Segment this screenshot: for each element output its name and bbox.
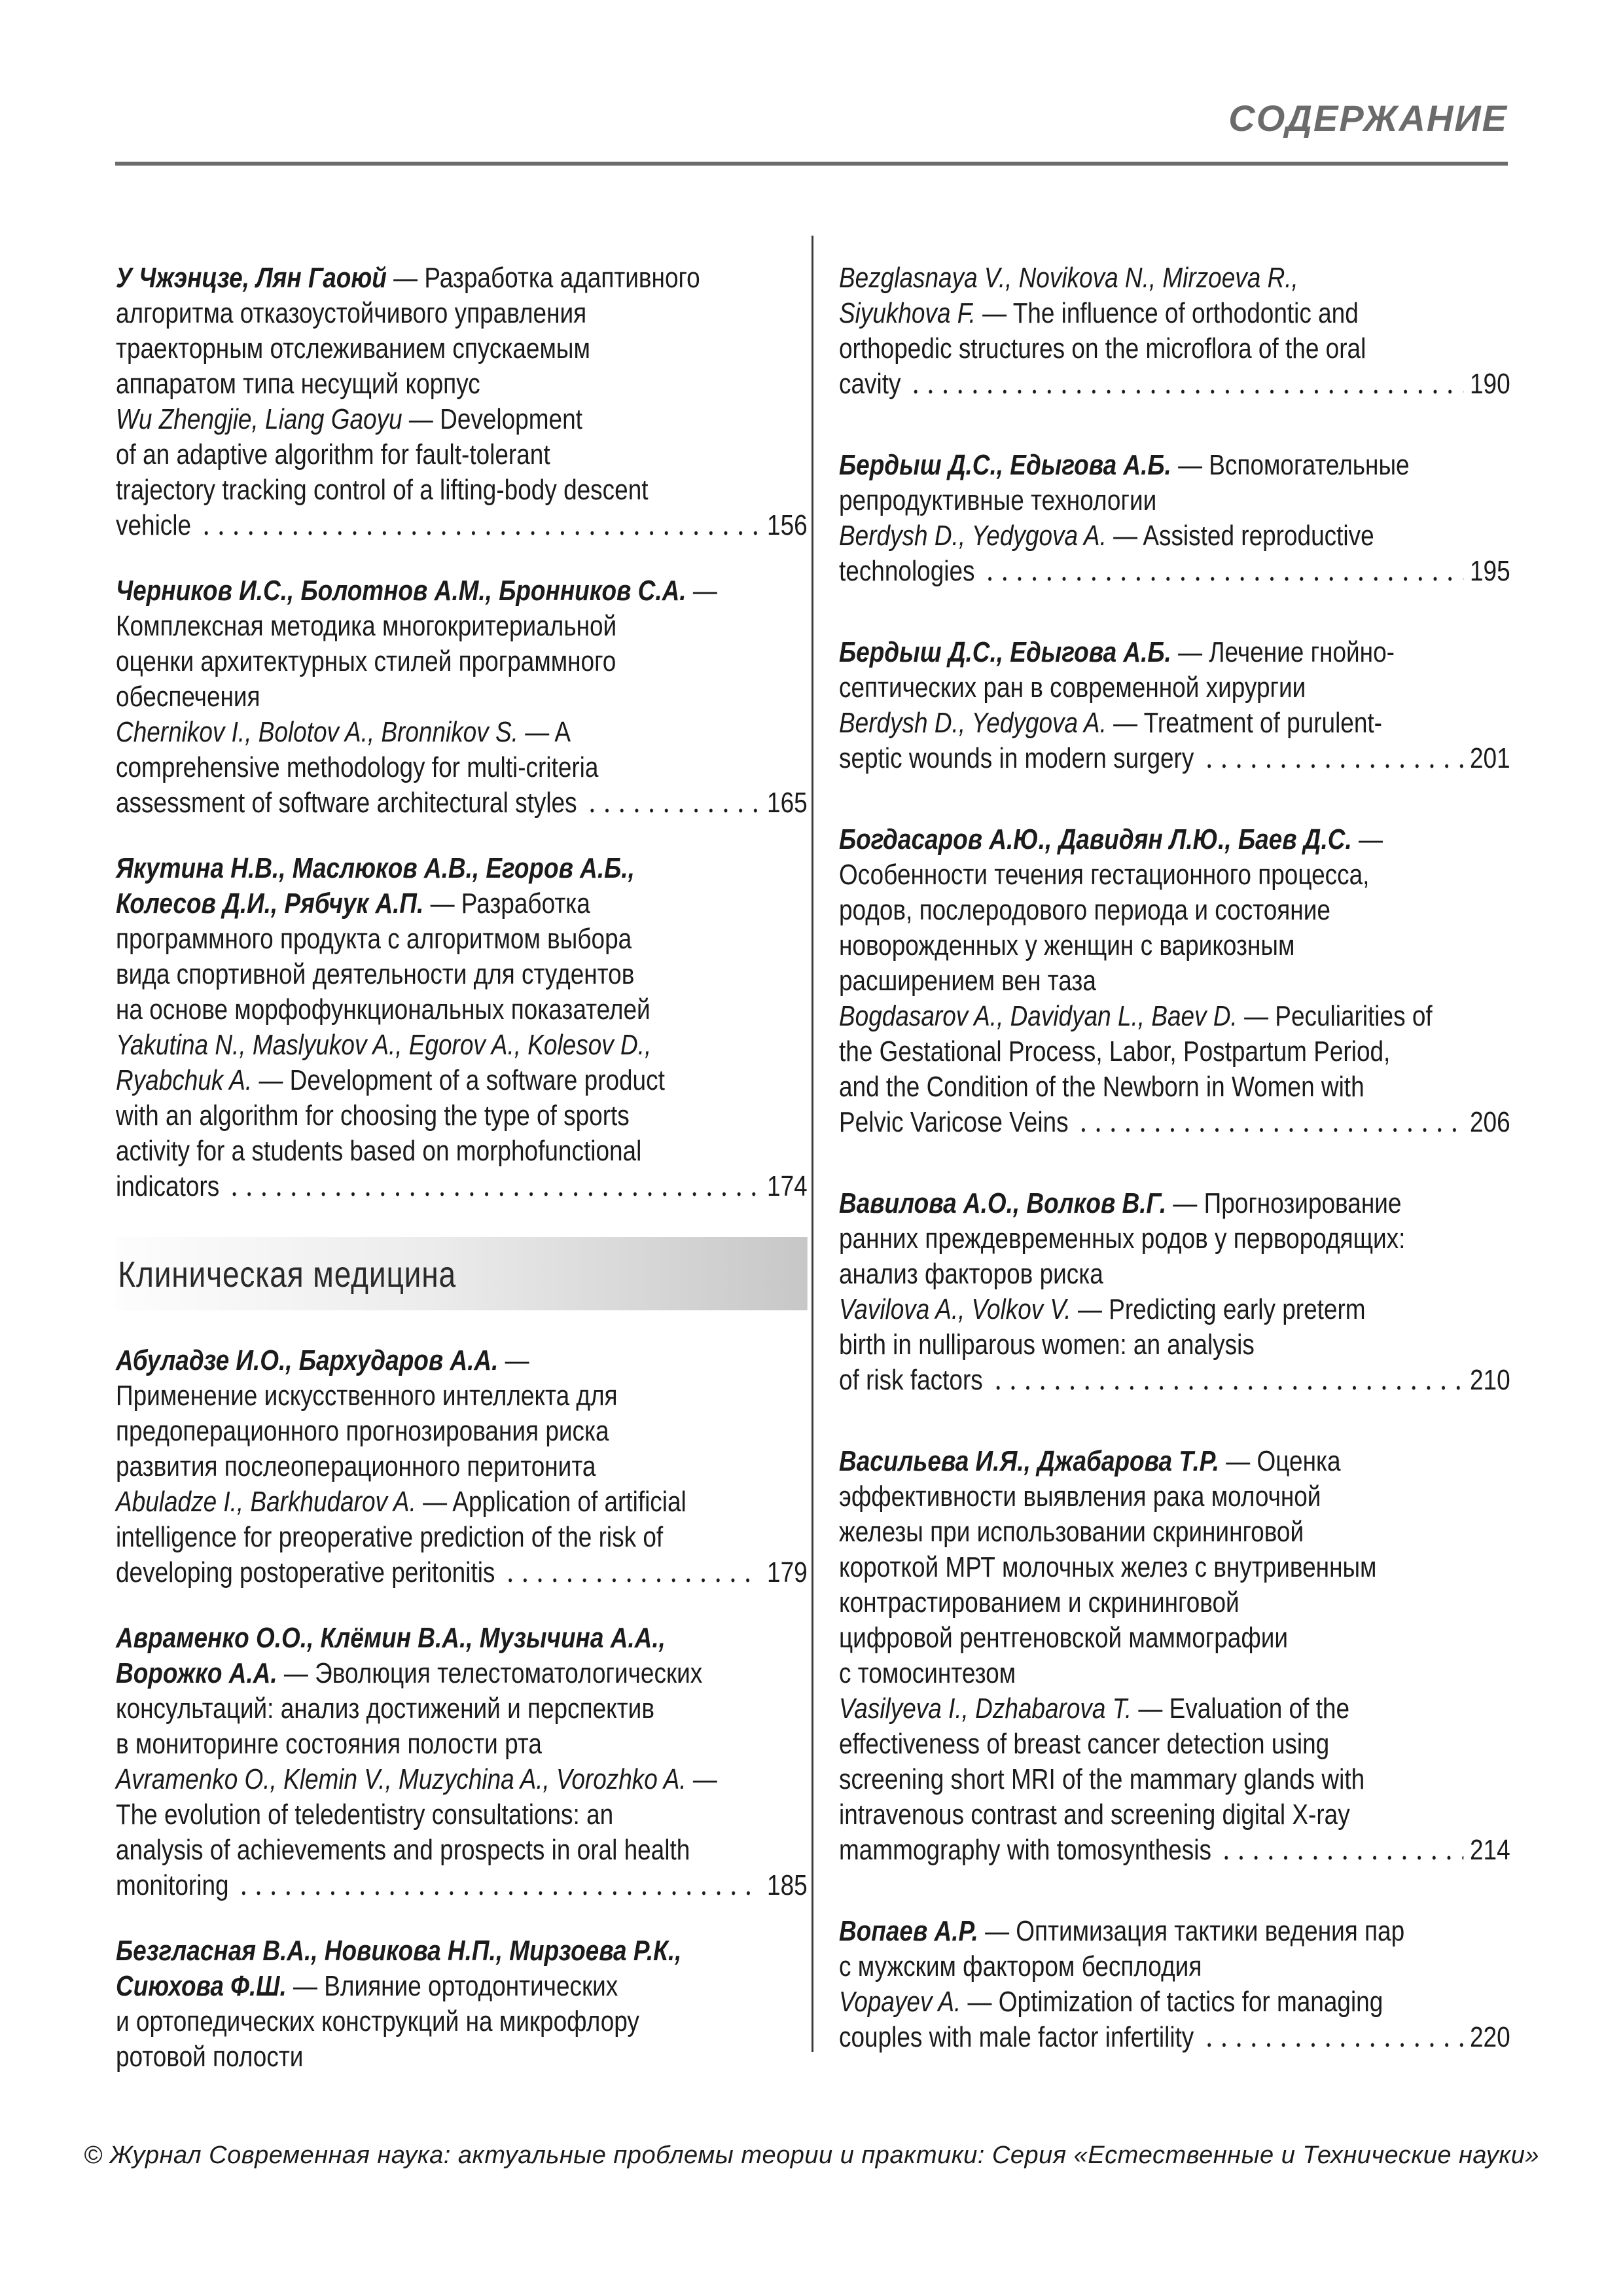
page-number: 201 xyxy=(1469,742,1510,774)
entry-line xyxy=(839,1069,1510,1105)
entry-title-text: ротовой полости xyxy=(116,2041,304,2073)
entry-line xyxy=(839,963,1510,999)
entry-line xyxy=(116,886,808,922)
page-number: 220 xyxy=(1469,2021,1510,2053)
entry-title-text: репродуктивные технологии xyxy=(839,484,1157,516)
entry-line xyxy=(116,1969,808,2004)
entry-title-text: the Gestational Process, Labor, Postpartum Period, xyxy=(839,1035,1391,1067)
entry-title-text: technologies xyxy=(839,555,975,587)
entry-line xyxy=(839,260,1510,296)
dot-leader xyxy=(227,1169,760,1204)
dot-leader xyxy=(199,508,760,543)
entry-title-text: Применение искусственного интеллекта для xyxy=(116,1380,618,1412)
entry-line xyxy=(839,1327,1510,1363)
entry-line xyxy=(839,1515,1510,1550)
dot-leader xyxy=(584,785,760,821)
entry-title-text: — Оптимизация тактики ведения пар xyxy=(978,1915,1405,1947)
entry-line xyxy=(116,296,808,331)
toc-column-right-content xyxy=(839,260,1510,2055)
entry-title-text: — xyxy=(686,1763,717,1795)
entry-title-text: — Прогнозирование xyxy=(1166,1187,1402,1219)
entry-title-text: предоперационного прогнозирования риска xyxy=(116,1415,609,1447)
toc-entry xyxy=(839,1186,1510,1398)
entry-title-text: septic wounds in modern surgery xyxy=(839,742,1194,774)
entry-title-text: на основе морфофункциональных показателей xyxy=(116,994,651,1026)
entry-line xyxy=(839,1550,1510,1585)
toc-entry xyxy=(839,448,1510,589)
entry-title-text: — xyxy=(498,1344,529,1376)
entry-authors-ru: Бердыш Д.С., Едыгова А.Б. xyxy=(839,449,1171,481)
page-number: 206 xyxy=(1469,1106,1510,1138)
toc-entry xyxy=(116,260,808,543)
entry-title-text: — Лечение гнойно- xyxy=(1171,636,1395,668)
entry-authors-ru: Васильева И.Я., Джабарова Т.Р. xyxy=(839,1445,1220,1477)
entry-title-text: новорожденных у женщин с варикозным xyxy=(839,929,1295,961)
section-header-bar xyxy=(116,1237,808,1310)
entry-line xyxy=(116,1762,808,1797)
toc-column-left-content xyxy=(116,260,808,2075)
entry-authors-ru: Ворожко А.А. xyxy=(116,1657,277,1689)
entry-authors-ru: Бердыш Д.С., Едыгова А.Б. xyxy=(839,636,1171,668)
entry-title-text: The evolution of teledentistry consultations: an xyxy=(116,1799,614,1831)
entry-line xyxy=(839,1444,1510,1479)
toc-entry xyxy=(839,1914,1510,2055)
entry-leader-line xyxy=(839,741,1510,776)
entry-line xyxy=(116,644,808,679)
entry-authors-en: Berdysh D., Yedygova A. xyxy=(839,707,1107,739)
entry-title-text: Pelvic Varicose Veins xyxy=(839,1106,1069,1138)
entry-line xyxy=(116,992,808,1028)
entry-line xyxy=(116,1063,808,1098)
entry-authors-en: Berdysh D., Yedygova A. xyxy=(839,520,1107,552)
entry-title-text: birth in nulliparous women: an analysis xyxy=(839,1329,1255,1361)
toc-entry xyxy=(839,1444,1510,1868)
entry-leader-line xyxy=(116,1169,808,1204)
entry-line xyxy=(839,1762,1510,1797)
entry-title-text: короткой МРТ молочных желез с внутривенным xyxy=(839,1551,1377,1583)
dot-leader xyxy=(1076,1105,1463,1140)
entry-title-text: в мониторинге состояния полости рта xyxy=(116,1728,542,1760)
entry-leader-line xyxy=(116,508,808,543)
entry-title-text: — Optimization of tactics for managing xyxy=(961,1986,1383,2018)
entry-title-text: контрастированием и скрининговой xyxy=(839,1587,1240,1619)
entry-authors-ru: Богдасаров А.Ю., Давидян Л.Ю., Баев Д.С. xyxy=(839,823,1352,855)
entry-title-text: indicators xyxy=(116,1170,220,1202)
entry-title-text: with an algorithm for choosing the type of sports xyxy=(116,1100,630,1132)
dot-leader xyxy=(503,1555,760,1590)
entry-authors-ru: Колесов Д.И., Рябчук А.П. xyxy=(116,888,424,920)
entry-title-text: comprehensive methodology for multi-criteria xyxy=(116,751,599,783)
entry-line xyxy=(116,679,808,715)
entry-title-text: септических ран в современной хирургии xyxy=(839,672,1306,704)
entry-line xyxy=(839,1585,1510,1621)
entry-line xyxy=(116,715,808,750)
toc-column-left xyxy=(116,260,807,2105)
entry-authors-en: Yakutina N., Maslyukov A., Egorov A., Kolesov D., xyxy=(116,1029,652,1061)
entry-line xyxy=(116,2004,808,2039)
entry-title-text: couples with male factor infertility xyxy=(839,2021,1194,2053)
entry-title-text: анализ факторов риска xyxy=(839,1258,1103,1290)
toc-entry xyxy=(116,1933,808,2075)
entry-authors-en: Siyukhova F. xyxy=(839,297,976,329)
entry-authors-ru: Черников И.С., Болотнов А.М., Бронников С.А. xyxy=(116,575,687,607)
entry-authors-en: Bogdasarov A., Davidyan L., Baev D. xyxy=(839,1000,1238,1032)
entry-authors-ru: Якутина Н.В., Маслюков А.В., Егоров А.Б., xyxy=(116,852,635,884)
entry-line xyxy=(839,706,1510,741)
entry-title-text: алгоритма отказоустойчивого управления xyxy=(116,297,587,329)
entry-title-text: вида спортивной деятельности для студентов xyxy=(116,958,635,990)
entry-title-text: orthopedic structures on the microflora of the oral xyxy=(839,332,1366,365)
entry-title-text: эффективности выявления рака молочной xyxy=(839,1480,1321,1513)
entry-line xyxy=(116,1484,808,1520)
entry-title-text: — Оценка xyxy=(1219,1445,1341,1477)
entry-authors-en: Abuladze I., Barkhudarov A. xyxy=(116,1486,416,1518)
entry-leader-line xyxy=(839,2020,1510,2055)
toc-entry xyxy=(839,635,1510,776)
entry-line xyxy=(839,635,1510,670)
entry-leader-line xyxy=(839,554,1510,589)
entry-title-text: консультаций: анализ достижений и перспектив xyxy=(116,1693,654,1725)
entry-title-text: — xyxy=(1351,823,1383,855)
entry-title-text: траекторным отслеживанием спускаемым xyxy=(116,332,590,365)
entry-line xyxy=(839,1691,1510,1727)
toc-column-right xyxy=(839,260,1510,2101)
entry-authors-en: Chernikov I., Bolotov A., Bronnikov S. xyxy=(116,716,518,748)
entry-title-text: cavity xyxy=(839,368,901,400)
entry-line xyxy=(116,402,808,437)
entry-line xyxy=(116,437,808,473)
page-number: 210 xyxy=(1469,1364,1510,1396)
entry-title-text: — The influence of orthodontic and xyxy=(975,297,1359,329)
entry-line xyxy=(839,1656,1510,1691)
entry-line xyxy=(839,670,1510,706)
entry-line xyxy=(839,1797,1510,1833)
entry-authors-en: Ryabchuk A. xyxy=(116,1064,253,1096)
entry-title-text: developing postoperative peritonitis xyxy=(116,1556,495,1588)
entry-line xyxy=(116,851,808,886)
entry-title-text: of risk factors xyxy=(839,1364,983,1396)
entry-line xyxy=(839,999,1510,1034)
toc-entry xyxy=(116,851,808,1204)
entry-line xyxy=(116,1414,808,1449)
page-number: 174 xyxy=(767,1170,808,1202)
entry-title-text: родов, послеродового периода и состояние xyxy=(839,894,1330,926)
entry-title-text: — Treatment of purulent- xyxy=(1106,707,1382,739)
entry-title-text: — xyxy=(686,575,717,607)
dot-leader xyxy=(1202,741,1463,776)
entry-title-text: — Predicting early preterm xyxy=(1071,1293,1366,1325)
entry-line xyxy=(116,1520,808,1555)
entry-title-text: аппаратом типа несущий корпус xyxy=(116,368,480,400)
entry-title-text: ранних преждевременных родов у первородящих: xyxy=(839,1223,1406,1255)
entry-title-text: — Development of a software product xyxy=(252,1064,665,1096)
dot-leader xyxy=(908,367,1463,402)
entry-line xyxy=(839,518,1510,554)
entry-authors-ru: У Чжэнцзе, Лян Гаоюй xyxy=(116,262,387,294)
page-number: 156 xyxy=(767,509,808,541)
toc-entry xyxy=(839,822,1510,1140)
entry-title-text: развития послеоперационного перитонита xyxy=(116,1450,596,1482)
entry-line xyxy=(116,1343,808,1378)
entry-line xyxy=(116,2039,808,2075)
entry-title-text: vehicle xyxy=(116,509,192,541)
entry-line xyxy=(116,1098,808,1134)
entry-line xyxy=(116,1028,808,1063)
footer-copyright: © Журнал Современная наука: актуальные проблемы теории и практики: Серия «Естественные и Технические науки» xyxy=(83,2142,1540,2169)
entry-title-text: screening short MRI of the mammary glands with xyxy=(839,1763,1365,1795)
page-number: 185 xyxy=(767,1869,808,1901)
entry-line xyxy=(116,1378,808,1414)
entry-title-text: расширением вен таза xyxy=(839,965,1096,997)
entry-leader-line xyxy=(116,1555,808,1590)
entry-title-text: железы при использовании скрининговой xyxy=(839,1516,1304,1548)
dot-leader xyxy=(1202,2020,1463,2055)
entry-authors-ru: Безгласная В.А., Новикова Н.П., Мирзоева Р.К., xyxy=(116,1935,682,1967)
entry-title-text: — Влияние ортодонтических xyxy=(286,1970,618,2002)
entry-line xyxy=(116,957,808,992)
toc-entry xyxy=(116,1343,808,1590)
entry-line xyxy=(116,473,808,508)
entry-line xyxy=(839,822,1510,857)
entry-line xyxy=(839,1257,1510,1292)
toc-entry xyxy=(116,573,808,821)
column-divider xyxy=(812,236,813,2052)
entry-leader-line xyxy=(839,1363,1510,1398)
entry-title-text: программного продукта с алгоритмом выбора xyxy=(116,923,632,955)
entry-title-text: intravenous contrast and screening digital X-ray xyxy=(839,1799,1350,1831)
entry-line xyxy=(839,1914,1510,1949)
entry-line xyxy=(116,260,808,296)
entry-line xyxy=(839,1221,1510,1257)
entry-title-text: оценки архитектурных стилей программного xyxy=(116,645,616,677)
entry-authors-en: Vasilyeva I., Dzhabarova T. xyxy=(839,1693,1132,1725)
entry-line xyxy=(116,1691,808,1727)
entry-title-text: — Peculiarities of xyxy=(1237,1000,1433,1032)
entry-title-text: и ортопедических конструкций на микрофлору xyxy=(116,2005,639,2037)
entry-line xyxy=(839,1727,1510,1762)
entry-title-text: — Application of artificial xyxy=(416,1486,687,1518)
entry-leader-line xyxy=(116,1868,808,1903)
entry-authors-ru: Абуладзе И.О., Бархударов А.А. xyxy=(116,1344,499,1376)
entry-line xyxy=(116,573,808,609)
entry-authors-en: Vopayev A. xyxy=(839,1986,961,2018)
entry-line xyxy=(116,367,808,402)
entry-authors-ru: Авраменко О.О., Клёмин В.А., Музычина А.А., xyxy=(116,1622,666,1654)
entry-title-text: — Разработка xyxy=(423,888,590,920)
entry-title-text: цифровой рентгеновской маммографии xyxy=(839,1622,1289,1654)
entry-line xyxy=(839,1479,1510,1515)
page-number: 190 xyxy=(1469,368,1510,400)
entry-line xyxy=(116,1727,808,1762)
entry-title-text: analysis of achievements and prospects in oral health xyxy=(116,1834,690,1866)
entry-authors-ru: Сиюхова Ф.Ш. xyxy=(116,1970,287,2002)
page-number: 195 xyxy=(1469,555,1510,587)
entry-authors-ru: Вавилова А.О., Волков В.Г. xyxy=(839,1187,1167,1219)
toc-entry xyxy=(116,1621,808,1903)
page-title: СОДЕРЖАНИЕ xyxy=(1228,98,1508,139)
entry-title-text: — Вспомогательные xyxy=(1171,449,1410,481)
entry-title-text: — Эволюция телестоматологических xyxy=(277,1657,703,1689)
entry-title-text: and the Condition of the Newborn in Women with xyxy=(839,1071,1364,1103)
dot-leader xyxy=(991,1363,1463,1398)
entry-line xyxy=(116,1656,808,1691)
entry-line xyxy=(839,483,1510,518)
page-number: 179 xyxy=(767,1556,808,1588)
entry-title-text: monitoring xyxy=(116,1869,229,1901)
entry-line xyxy=(116,750,808,785)
entry-authors-en: Wu Zhengjie, Liang Gaoyu xyxy=(116,403,402,435)
entry-leader-line xyxy=(116,785,808,821)
entry-line xyxy=(116,609,808,644)
entry-line xyxy=(839,448,1510,483)
entry-line xyxy=(839,1949,1510,1984)
entry-line xyxy=(116,1449,808,1484)
entry-authors-en: Bezglasnaya V., Novikova N., Mirzoeva R., xyxy=(839,262,1298,294)
entry-line xyxy=(839,857,1510,893)
entry-leader-line xyxy=(839,1105,1510,1140)
entry-title-text: of an adaptive algorithm for fault-tolerant xyxy=(116,439,550,471)
entry-line xyxy=(839,1292,1510,1327)
entry-authors-ru: Вопаев А.Р. xyxy=(839,1915,978,1947)
entry-leader-line xyxy=(839,367,1510,402)
entry-title-text: Комплексная методика многокритериальной xyxy=(116,610,617,642)
entry-line xyxy=(839,928,1510,963)
page-number: 214 xyxy=(1469,1834,1510,1866)
entry-line xyxy=(116,1933,808,1969)
header-rule xyxy=(115,162,1508,166)
entry-line xyxy=(839,1034,1510,1069)
toc-entry xyxy=(839,260,1510,402)
entry-line xyxy=(839,1186,1510,1221)
dot-leader xyxy=(1219,1833,1463,1868)
entry-line xyxy=(116,1833,808,1868)
entry-line xyxy=(839,893,1510,928)
entry-line xyxy=(116,1621,808,1656)
entry-title-text: с томосинтезом xyxy=(839,1657,1016,1689)
section-header: Клиническая медицина xyxy=(118,1253,456,1295)
entry-line xyxy=(839,331,1510,367)
entry-title-text: Особенности течения гестационного процесса, xyxy=(839,859,1370,891)
entry-line xyxy=(839,1621,1510,1656)
entry-authors-en: Avramenko O., Klemin V., Muzychina A., Vorozhko A. xyxy=(116,1763,687,1795)
entry-title-text: — Assisted reproductive xyxy=(1106,520,1374,552)
entry-title-text: с мужским фактором бесплодия xyxy=(839,1950,1202,1982)
entry-title-text: trajectory tracking control of a lifting-body descent xyxy=(116,474,649,506)
entry-title-text: — Development xyxy=(402,403,582,435)
entry-title-text: assessment of software architectural styles xyxy=(116,787,577,819)
dot-leader xyxy=(982,554,1463,589)
entry-line xyxy=(116,922,808,957)
entry-line xyxy=(839,296,1510,331)
entry-title-text: intelligence for preoperative prediction of the risk of xyxy=(116,1521,664,1553)
entry-line xyxy=(839,1984,1510,2020)
entry-title-text: activity for a students based on morphofunctional xyxy=(116,1135,642,1167)
entry-line xyxy=(116,1134,808,1169)
entry-line xyxy=(116,331,808,367)
entry-title-text: — Evaluation of the xyxy=(1132,1693,1350,1725)
entry-line xyxy=(116,1797,808,1833)
entry-title-text: — Разработка адаптивного xyxy=(386,262,700,294)
entry-title-text: обеспечения xyxy=(116,681,260,713)
page-number: 165 xyxy=(767,787,808,819)
dot-leader xyxy=(236,1868,760,1903)
entry-title-text: effectiveness of breast cancer detection using xyxy=(839,1728,1330,1760)
entry-title-text: — A xyxy=(518,716,571,748)
entry-title-text: mammography with tomosynthesis xyxy=(839,1834,1211,1866)
entry-leader-line xyxy=(839,1833,1510,1868)
entry-authors-en: Vavilova A., Volkov V. xyxy=(839,1293,1071,1325)
